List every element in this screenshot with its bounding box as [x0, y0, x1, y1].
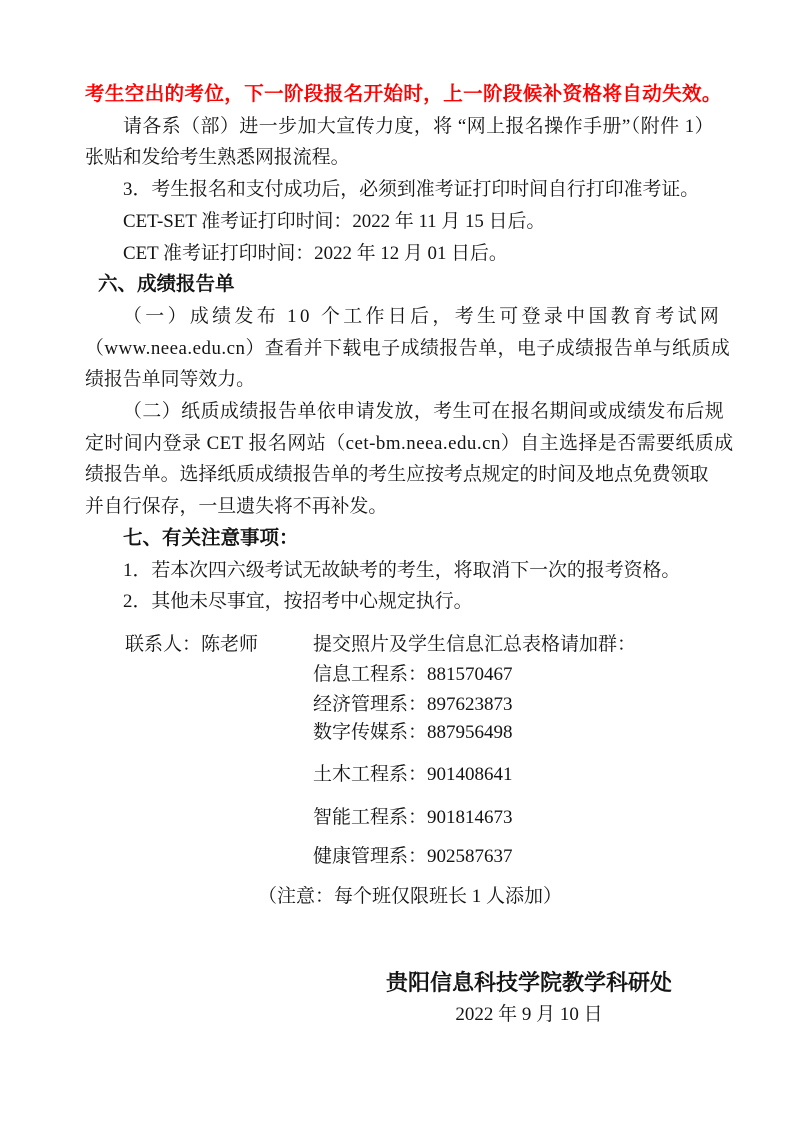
qq-group-number: 901814673 — [427, 807, 513, 828]
section6-para2-line-3: 绩报告单。选择纸质成绩报告单的考生应按考点规定的时间及地点免费领取 — [85, 464, 709, 486]
cet-print-time-line: CET 准考证打印时间：2022 年 12 月 01 日后。 — [123, 242, 508, 264]
qq-group-row-information-engineering — [313, 659, 513, 691]
section6-para1-line-1: （一）成绩发布 10 个工作日后，考生可登录中国教育考试网 — [123, 305, 723, 327]
qq-group-number: 887956498 — [427, 722, 513, 743]
qq-group-number: 897623873 — [427, 694, 513, 715]
section-7-heading: 七、有关注意事项： — [123, 526, 299, 549]
section-6-heading: 六、成绩报告单 — [98, 273, 235, 296]
issue-date: 2022 年 9 月 10 日 — [455, 1004, 603, 1025]
section6-para1-line-3: 绩报告单同等效力。 — [85, 369, 256, 391]
qq-group-label: 信息工程系： — [313, 664, 428, 685]
section6-para2-line-1: （二）纸质成绩报告单依申请发放，考生可在报名期间或成绩发布后规 — [123, 401, 725, 423]
qq-group-number: 902587637 — [427, 846, 513, 867]
section7-item-1: 1．若本次四六级考试无故缺考的考生，将取消下一次的报考资格。 — [123, 559, 681, 581]
signoff-block — [85, 967, 712, 1031]
issuing-department: 贵阳信息科技学院教学科研处 — [385, 970, 672, 995]
section7-item-2: 2．其他未尽事宜，按招考中心规定执行。 — [123, 591, 473, 613]
contact-person: 联系人：陈老师 — [125, 634, 259, 655]
qq-group-row-digital-media — [313, 717, 513, 749]
qq-group-row-health-management — [313, 841, 513, 873]
group-join-note: （注意：每个班仅限班长 1 人添加） — [258, 886, 563, 907]
qq-group-number: 881570467 — [427, 664, 513, 685]
qq-group-label: 智能工程系： — [313, 807, 428, 828]
section6-para1-line-2: （www.neea.edu.cn）查看并下载电子成绩报告单，电子成绩报告单与纸质成 — [85, 337, 731, 359]
cet-set-print-time-line: CET-SET 准考证打印时间：2022 年 11 月 15 日后。 — [123, 210, 546, 232]
item3-line: 3．考生报名和支付成功后，必须到准考证打印时间自行打印准考证。 — [123, 179, 700, 201]
qq-group-row-civil-engineering — [313, 759, 513, 791]
warning-line: 考生空出的考位，下一阶段报名开始时，上一阶段候补资格将自动失效。 — [85, 84, 722, 105]
notice-body — [85, 79, 734, 618]
qq-group-label: 土木工程系： — [313, 764, 428, 785]
qq-group-label: 数字传媒系： — [313, 722, 428, 743]
publicity-line-2: 张贴和发给考生熟悉网报流程。 — [85, 147, 350, 169]
qq-group-label: 经济管理系： — [313, 694, 428, 715]
contact-groups-intro: 提交照片及学生信息汇总表格请加群： — [313, 634, 637, 655]
section6-para2-line-2: 定时间内登录 CET 报名网站（cet-bm.neea.edu.cn）自主选择是否需要纸质成 — [85, 432, 734, 454]
publicity-line-1: 请各系（部）进一步加大宣传力度，将 “网上报名操作手册”（附件 1） — [123, 115, 715, 137]
signoff-inner — [386, 967, 672, 1031]
section6-para2-line-4: 并自行保存，一旦遗失将不再补发。 — [85, 496, 388, 518]
qq-group-number: 901408641 — [427, 764, 513, 785]
qq-group-label: 健康管理系： — [313, 846, 428, 867]
qq-group-row-intelligent-engineering — [313, 802, 513, 834]
